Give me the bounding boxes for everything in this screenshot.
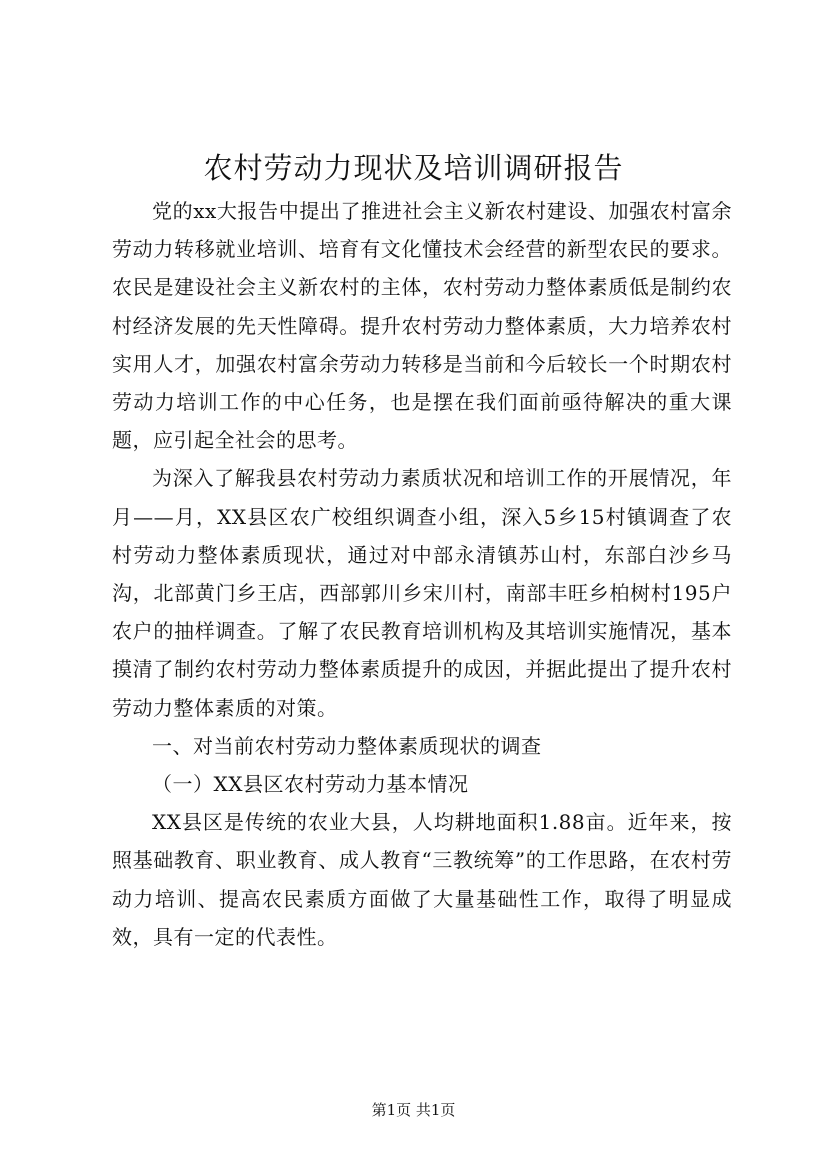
page-footer: 第1页 共1页 (371, 1101, 456, 1119)
document-body (112, 192, 732, 956)
paragraph-intro: 党的xx大报告中提出了推进社会主义新农村建设、加强农村富余劳动力转移就业培训、培育有文化懂技术会经营的新型农民的要求。农民是建设社会主义新农村的主体，农村劳动力整体素质低是制约农村经济发展的先天性障碍。提升农村劳动力整体素质，大力培养农村实用人才，加强农村富余劳动力转移是当前和今后较长一个时期农村劳动力培训工作的中心任务，也是摆在我们面前亟待解决的重大课题，应引起全社会的思考。 (112, 199, 732, 453)
paragraph-basic-info: XX县区是传统的农业大县，人均耕地面积1.88亩。近年来，按照基础教育、职业教育、成人教育“三教统筹”的工作思路，在农村劳动力培训、提高农民素质方面做了大量基础性工作，取得了明显成效，具有一定的代表性。 (112, 810, 732, 949)
subsection-heading: （一）XX县区农村劳动力基本情况 (152, 772, 469, 797)
document-title: 农村劳动力现状及培训调研报告 (203, 151, 624, 185)
section-heading: 一、对当前农村劳动力整体素质现状的调查 (152, 733, 542, 758)
paragraph-survey: 为深入了解我县农村劳动力素质状况和培训工作的开展情况，年月——月，XX县区农广校组织调查小组，深入5乡15村镇调查了农村劳动力整体素质现状，通过对中部永清镇苏山村，东部白沙乡马沟，北部黄门乡王店，西部郭川乡宋川村，南部丰旺乡柏树村195户农户的抽样调查。了解了农民教育培训机构及其培训实施情况，基本摸清了制约农村劳动力整体素质提升的成因，并据此提出了提升农村劳动力整体素质的对策。 (112, 466, 732, 720)
